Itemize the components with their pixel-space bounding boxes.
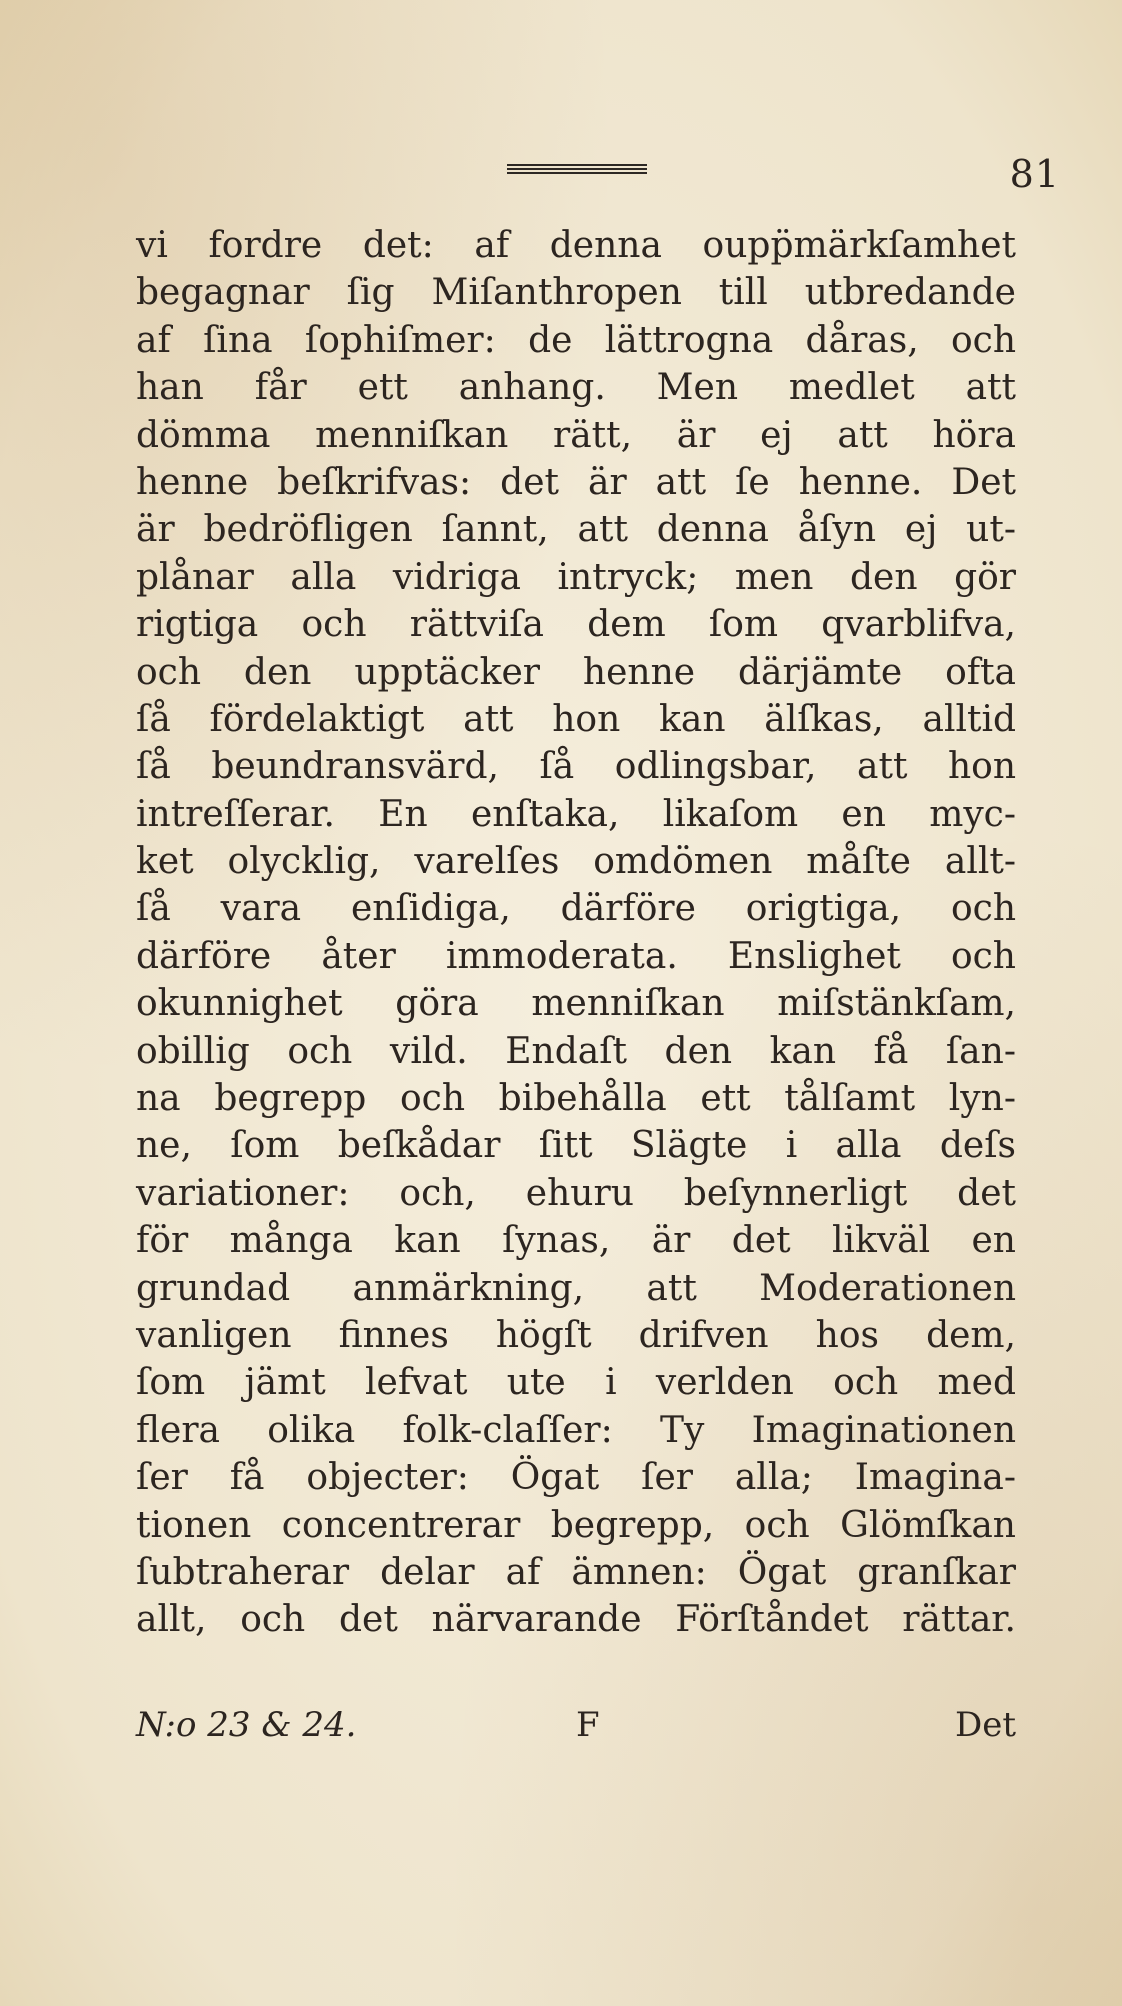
text-line: begagnar ſig Miſanthropen till utbredande <box>136 272 1016 314</box>
text-line: för många kan ſynas, är det likväl en <box>136 1220 1016 1262</box>
text-line: därföre åter immoderata. Enslighet och <box>136 935 1016 977</box>
text-line: vanligen finnes högſt drifven hos dem, <box>136 1314 1016 1356</box>
text-line: allt, och det närvarande Förſtåndet rättar. <box>136 1599 1016 1641</box>
text-line: okunnighet göra menniſkan miſstänkſam, <box>136 983 1016 1025</box>
text-line: flera olika folk-claſſer: Ty Imaginationen <box>136 1409 1016 1451</box>
page-number: 81 <box>1009 152 1060 196</box>
text-line: plånar alla vidriga intryck; men den gör <box>136 556 1016 598</box>
text-line: ſå fördelaktigt att hon kan älſkas, alltid <box>136 698 1016 740</box>
text-line: ſubtraherar delar af ämnen: Ögat granſkar <box>136 1551 1016 1593</box>
text-line: dömma menniſkan rätt, är ej att höra <box>136 414 1016 456</box>
text-line: han får ett anhang. Men medlet att <box>136 367 1016 409</box>
text-line: ſom jämt lefvat ute i verlden och med <box>136 1362 1016 1404</box>
text-line: ne, ſom beſkådar ſitt Slägte i alla deſs <box>136 1125 1016 1167</box>
text-line: na begrepp och bibehålla ett tålſamt lyn- <box>136 1078 1016 1120</box>
text-line: är bedröfligen ſannt, att denna åſyn ej ut- <box>136 509 1016 551</box>
text-line: obillig och vild. Endaſt den kan få ſan- <box>136 1030 1016 1072</box>
signature-mark: F <box>576 1705 600 1745</box>
text-line: tionen concentrerar begrepp, och Glömſkan <box>136 1504 1016 1546</box>
text-line: intreſſerar. En enſtaka, likaſom en myc- <box>136 793 1016 835</box>
text-line: variationer: och, ehuru beſynnerligt det <box>136 1172 1016 1214</box>
catchword: Det <box>954 1705 1016 1745</box>
text-line: af ſina ſophiſmer: de lättrogna dåras, och <box>136 319 1016 361</box>
text-line: ſer få objecter: Ögat ſer alla; Imagina- <box>136 1457 1016 1499</box>
text-line: grundad anmärkning, att Moderationen <box>136 1267 1016 1309</box>
text-line: henne beſkrifvas: det är att ſe henne. Det <box>136 461 1016 503</box>
issue-signature: N:o 23 & 24. <box>136 1705 357 1745</box>
text-line: och den upptäcker henne därjämte ofta <box>136 651 1016 693</box>
text-line: vi fordre det: af denna oupp̈märkſamhet <box>136 225 1016 266</box>
text-line: ket olycklig, varelſes omdömen måſte allt- <box>136 841 1016 883</box>
text-line: rigtiga och rättviſa dem ſom qvarblifva, <box>136 604 1016 646</box>
header-ornament-rule <box>507 164 647 176</box>
text-line: ſå beundransvärd, ſå odlingsbar, att hon <box>136 746 1016 788</box>
footer-line <box>136 1700 1016 1750</box>
body-text <box>136 222 1016 1644</box>
text-line: ſå vara enſidiga, därföre origtiga, och <box>136 888 1016 930</box>
